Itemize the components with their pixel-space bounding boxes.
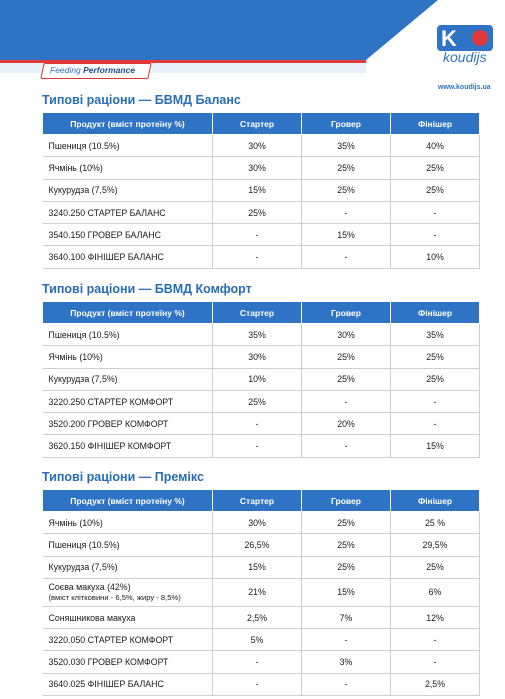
cell-grower: - [302,390,391,412]
col-header-starter: Стартер [213,302,302,324]
cell-starter: - [213,673,302,695]
header-banner-cut [366,0,438,60]
cell-finisher: 35% [391,324,480,346]
cell-starter: 30% [213,135,302,157]
cell-starter: 25% [213,201,302,223]
cell-grower: 7% [302,606,391,628]
cell-starter: 10% [213,368,302,390]
table-row [43,534,480,556]
cell-starter: 5% [213,629,302,651]
brand-name: koudijs [443,49,487,65]
cell-product: Кукурудза (7,5%) [43,556,213,578]
cell-product: Пшениця (10.5%) [43,135,213,157]
table-premix [42,489,480,696]
col-header-finisher: Фінішер [391,302,480,324]
section-title-balance: Типові раціони — БВМД Баланс [42,93,241,107]
cell-product: 3220.250 СТАРТЕР КОМФОРТ [43,390,213,412]
cell-product: Пшениця (10.5%) [43,534,213,556]
cell-grower: 15% [302,224,391,246]
cell-grower: 35% [302,135,391,157]
col-header-product: Продукт (вміст протеїну %) [43,113,213,135]
table-row [43,346,480,368]
cell-grower: - [302,435,391,457]
col-header-product: Продукт (вміст протеїну %) [43,302,213,324]
cell-starter: 35% [213,324,302,346]
cell-finisher: - [391,224,480,246]
cell-product: Ячмінь (10%) [43,157,213,179]
cell-product: Кукурудза (7,5%) [43,179,213,201]
cell-grower: 30% [302,324,391,346]
cell-grower: 15% [302,578,391,606]
tagline [50,65,135,75]
cell-grower: - [302,246,391,268]
cell-finisher: 25% [391,157,480,179]
table-row [43,135,480,157]
cell-finisher: 15% [391,435,480,457]
cell-starter: 21% [213,578,302,606]
table-row [43,413,480,435]
cell-product: 3520.200 ГРОВЕР КОМФОРТ [43,413,213,435]
cell-product: 3640.100 ФІНІШЕР БАЛАНС [43,246,213,268]
cell-finisher: 25 % [391,512,480,534]
table-row [43,651,480,673]
cell-starter: - [213,246,302,268]
table-row [43,201,480,223]
table-row [43,157,480,179]
table-row [43,390,480,412]
cell-finisher: - [391,201,480,223]
cell-finisher: - [391,651,480,673]
cell-starter: - [213,224,302,246]
cell-finisher: 25% [391,368,480,390]
cell-finisher: - [391,390,480,412]
cell-starter: - [213,413,302,435]
cell-grower: 25% [302,157,391,179]
cell-product: 3640.025 ФІНІШЕР БАЛАНС [43,673,213,695]
cell-product: 3620.150 ФІНІШЕР КОМФОРТ [43,435,213,457]
section-title-premix: Типові раціони — Премікс [42,470,204,484]
cell-finisher: 25% [391,556,480,578]
cell-product: Кукурудза (7,5%) [43,368,213,390]
cell-grower: - [302,201,391,223]
col-header-starter: Стартер [213,113,302,135]
cell-product: Ячмінь (10%) [43,346,213,368]
cell-product: 3520.030 ГРОВЕР КОМФОРТ [43,651,213,673]
cell-product [43,578,213,606]
brand-logo [437,25,497,75]
section-title-comfort: Типові раціони — БВМД Комфорт [42,282,252,296]
cell-product: 3240.250 СТАРТЕР БАЛАНС [43,201,213,223]
table-row [43,368,480,390]
cell-starter: 30% [213,512,302,534]
col-header-starter: Стартер [213,490,302,512]
cell-grower: 3% [302,651,391,673]
cell-starter: 26,5% [213,534,302,556]
table-row [43,512,480,534]
table-header-row [43,490,480,512]
cell-finisher: 25% [391,346,480,368]
col-header-grower: Гровер [302,302,391,324]
cell-grower: 25% [302,179,391,201]
cell-grower: 20% [302,413,391,435]
tagline-prefix: Feeding [50,65,81,75]
website-link[interactable]: www.koudijs.ua [438,84,491,91]
cell-finisher: 29,5% [391,534,480,556]
cell-starter: 15% [213,556,302,578]
cell-product-main: Соєва макуха (42%) [48,581,131,592]
cell-starter: 25% [213,390,302,412]
cell-finisher: 25% [391,179,480,201]
cell-grower: - [302,673,391,695]
col-header-finisher: Фінішер [391,113,480,135]
table-row [43,246,480,268]
cell-starter: 30% [213,346,302,368]
cell-product: 3540.150 ГРОВЕР БАЛАНС [43,224,213,246]
cell-starter: 2,5% [213,606,302,628]
cell-grower: 25% [302,556,391,578]
cell-finisher: 6% [391,578,480,606]
col-header-product: Продукт (вміст протеїну %) [43,490,213,512]
table-row [43,435,480,457]
cell-grower: - [302,629,391,651]
col-header-finisher: Фінішер [391,490,480,512]
cell-finisher: 12% [391,606,480,628]
table-row [43,179,480,201]
cell-grower: 25% [302,512,391,534]
table-row [43,578,480,606]
cell-starter: 15% [213,179,302,201]
cell-starter: - [213,651,302,673]
table-row [43,673,480,695]
cell-grower: 25% [302,534,391,556]
cell-product: Пшениця (10.5%) [43,324,213,346]
table-row [43,224,480,246]
table-row [43,606,480,628]
logo-letter: K [441,26,457,51]
table-row [43,324,480,346]
cell-product: Соняшникова макуха [43,606,213,628]
cell-finisher: 10% [391,246,480,268]
cell-finisher: - [391,629,480,651]
table-header-row [43,302,480,324]
cell-starter: - [213,435,302,457]
cell-finisher: - [391,413,480,435]
table-row [43,556,480,578]
cell-product-note: (вміст клітковини - 6,5%, жиру - 8,5%) [48,592,181,602]
table-header-row [43,113,480,135]
table-balance [42,112,480,269]
tagline-suffix: Performance [83,65,136,75]
col-header-grower: Гровер [302,490,391,512]
cell-finisher: 2,5% [391,673,480,695]
cell-grower: 25% [302,368,391,390]
table-row [43,629,480,651]
cell-product: Ячмінь (10%) [43,512,213,534]
cell-grower: 25% [302,346,391,368]
table-comfort [42,301,480,458]
cell-product: 3220.050 СТАРТЕР КОМФОРТ [43,629,213,651]
logo-dot [472,30,488,46]
col-header-grower: Гровер [302,113,391,135]
cell-starter: 30% [213,157,302,179]
cell-finisher: 40% [391,135,480,157]
